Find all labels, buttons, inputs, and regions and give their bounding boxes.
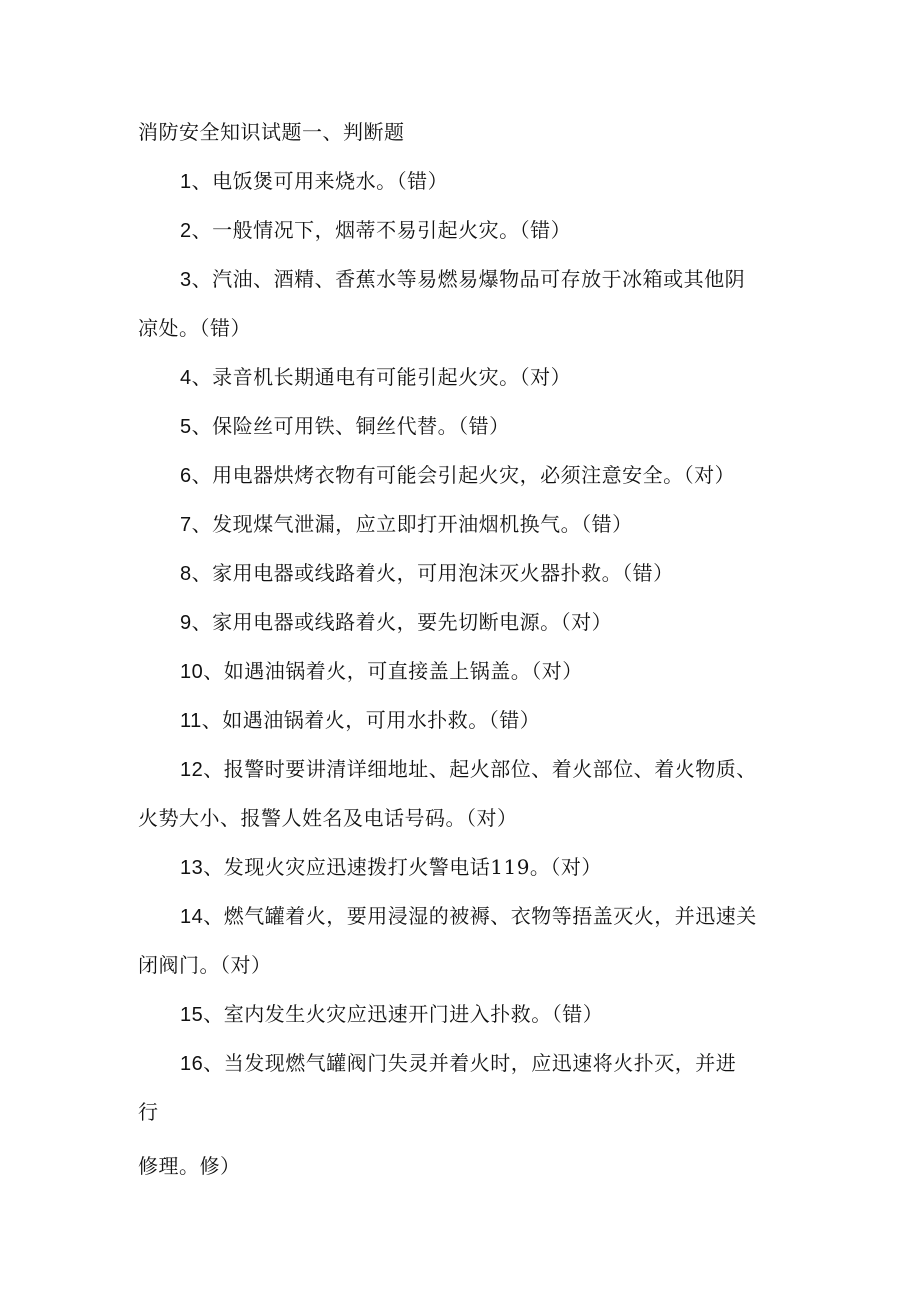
question-14-continuation (138, 951, 272, 979)
question-text: 、用电器烘烤衣物有可能会引起火灾，必须注意安全。（对） (191, 463, 736, 487)
question-text: 、家用电器或线路着火，可用泡沫灭火器扑救。（错） (191, 561, 674, 585)
question-text: 、报警时要讲清详细地址、起火部位、着火部位、着火物质、 (203, 757, 757, 781)
question-4 (180, 363, 571, 392)
question-number: 1 (180, 171, 192, 193)
question-number: 9 (180, 612, 192, 634)
question-text: 、室内发生火灾应迅速开门进入扑救。（错） (203, 1002, 604, 1026)
question-number: 2 (180, 220, 192, 242)
question-text: 、发现煤气泄漏，应立即打开油烟机换气。（错） (191, 512, 633, 536)
question-number: 4 (180, 367, 192, 389)
question-6 (180, 461, 735, 490)
question-text: 凉处。（错） (138, 316, 251, 340)
question-text: 、汽油、酒精、香蕉水等易燃易爆物品可存放于冰箱或其他阴 (191, 267, 746, 291)
question-text: 闭阀门。（对） (138, 953, 272, 977)
question-11 (180, 706, 540, 735)
question-text: 、如遇油锅着火，可直接盖上锅盖。（对） (203, 659, 583, 683)
question-text: 火势大小、报警人姓名及电话号码。（对） (138, 806, 518, 830)
question-text: 、当发现燃气罐阀门失灵并着火时，应迅速将火扑灭，并进 (203, 1051, 737, 1075)
question-16-continuation-2 (138, 1152, 241, 1180)
question-13 (180, 853, 602, 882)
question-number: 14 (180, 906, 204, 928)
question-5 (180, 412, 510, 441)
question-2 (180, 216, 571, 245)
question-text: 行 (138, 1100, 159, 1124)
question-15 (180, 1000, 603, 1029)
question-text: 修理。修） (138, 1154, 241, 1178)
question-12 (180, 755, 757, 784)
question-16 (180, 1049, 736, 1078)
question-text: 、如遇油锅着火，可用水扑救。（错） (201, 708, 541, 732)
question-number: 16 (180, 1053, 204, 1075)
question-number: 12 (180, 759, 204, 781)
question-number: 11 (180, 710, 202, 732)
question-16-continuation (138, 1098, 159, 1126)
question-number: 15 (180, 1004, 204, 1026)
question-9 (180, 608, 612, 637)
question-text: 、发现火灾应迅速拨打火警电话119。（对） (203, 855, 602, 879)
question-3 (180, 265, 745, 294)
question-text: 、录音机长期通电有可能引起火灾。（对） (191, 365, 572, 389)
question-number: 7 (180, 514, 192, 536)
question-number: 5 (180, 416, 192, 438)
question-number: 10 (180, 661, 204, 683)
question-text: 、保险丝可用铁、铜丝代替。（错） (191, 414, 510, 438)
question-number: 6 (180, 465, 192, 487)
question-number: 3 (180, 269, 192, 291)
question-10 (180, 657, 583, 686)
question-text: 、家用电器或线路着火，要先切断电源。（对） (191, 610, 613, 634)
question-3-continuation (138, 314, 251, 342)
question-number: 13 (180, 857, 204, 879)
question-1 (180, 167, 448, 196)
question-14 (180, 902, 757, 931)
question-8 (180, 559, 674, 588)
question-number: 8 (180, 563, 192, 585)
question-12-continuation (138, 804, 518, 832)
document-title: 消防安全知识试题一、判断题 (138, 120, 405, 144)
question-text: 、一般情况下，烟蒂不易引起火灾。（错） (191, 218, 572, 242)
question-text: 、燃气罐着火，要用浸湿的被褥、衣物等捂盖灭火，并迅速关 (203, 904, 757, 928)
question-text: 、电饭煲可用来烧水。（错） (191, 169, 449, 193)
question-7 (180, 510, 633, 539)
